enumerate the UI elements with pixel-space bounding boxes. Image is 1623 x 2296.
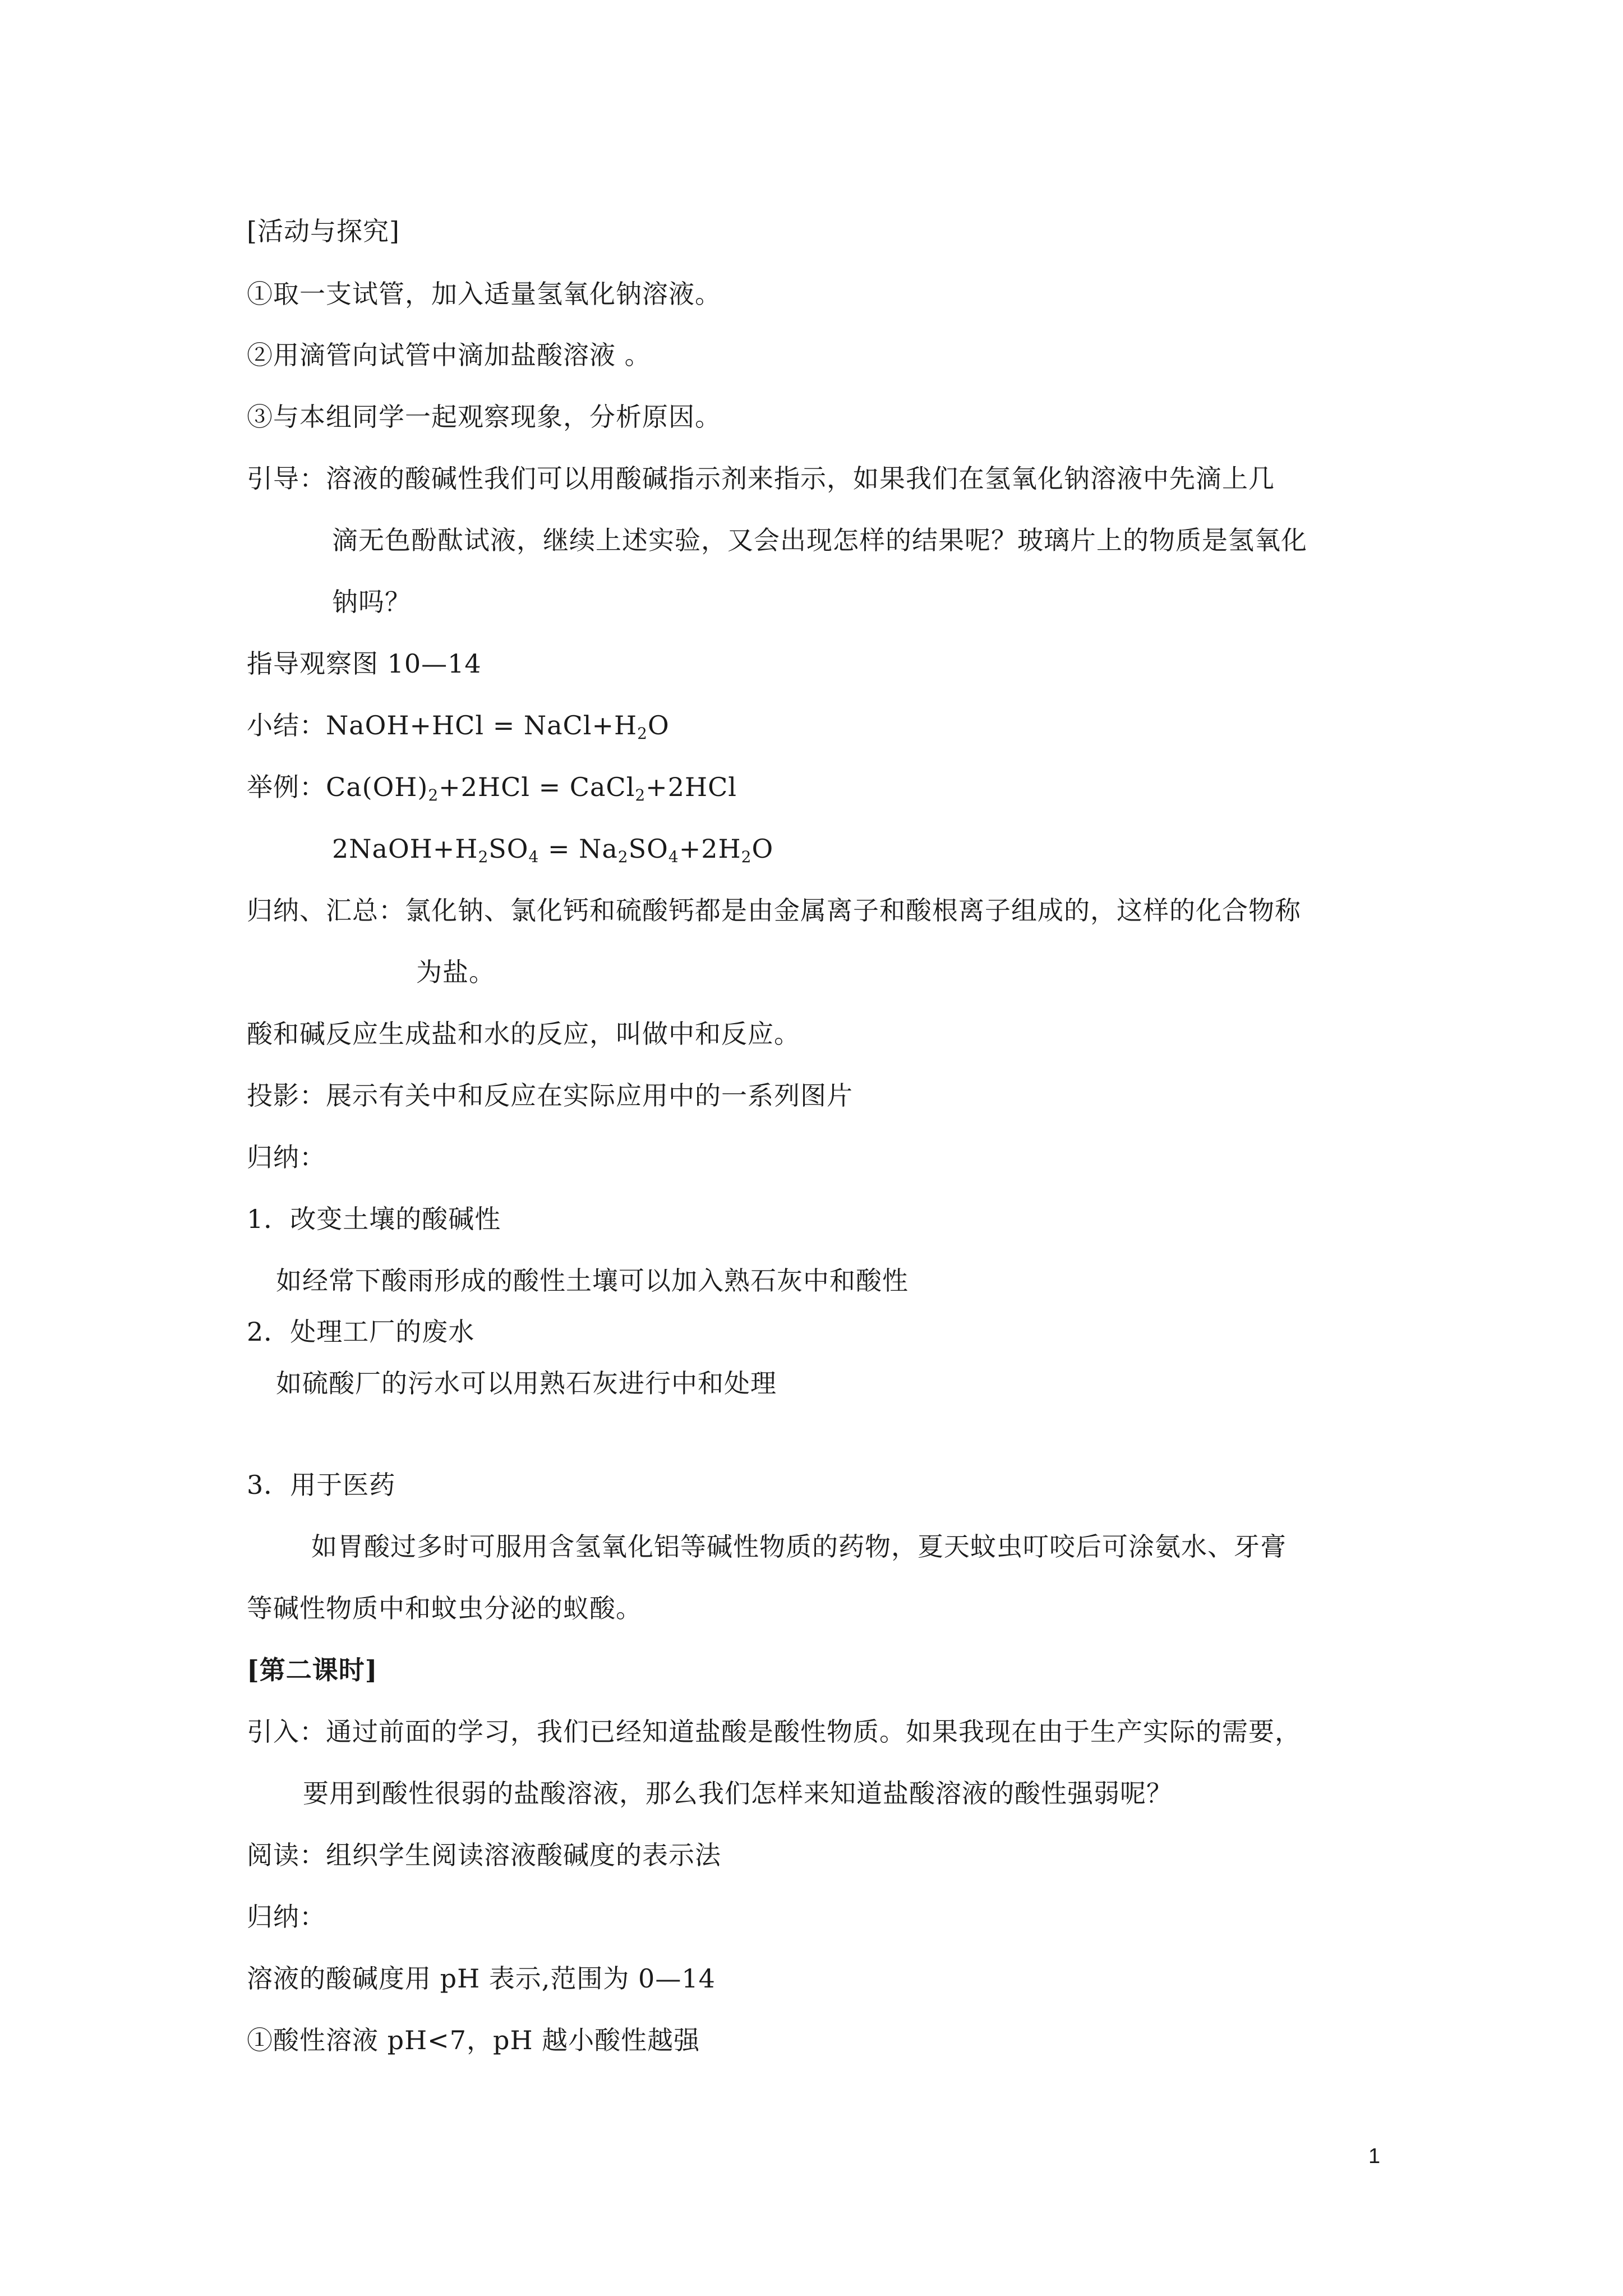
example2-eq-part: O bbox=[751, 834, 774, 864]
summary-eq-part: NaOH+HCl = NaCl+H bbox=[326, 710, 638, 740]
step-1-text: ①取一支试管，加入适量氢氧化钠溶液。 bbox=[247, 279, 721, 309]
example-label: 举例： bbox=[247, 772, 326, 802]
observe-figure-text: 指导观察图 10—14 bbox=[247, 648, 482, 679]
neutralization-definition: 酸和碱反应生成盐和水的反应，叫做中和反应。 bbox=[247, 1019, 800, 1049]
example2-eq-sub: 2 bbox=[617, 848, 629, 866]
example1-eq-part: +2HCl = CaCl bbox=[439, 772, 635, 802]
guide-paragraph-line-3: 钠吗？ bbox=[332, 587, 411, 617]
second-lesson-heading: [第二课时] bbox=[247, 1655, 378, 1685]
introduction-paragraph-line-1: 引入：通过前面的学习，我们已经知道盐酸是酸性物质。如果我现在由于生产实际的需要， bbox=[247, 1717, 1301, 1747]
example1-eq-part: Ca(OH) bbox=[326, 772, 428, 802]
application-1-title: 1．改变土壤的酸碱性 bbox=[247, 1204, 501, 1234]
example1-eq-part: +2HCl bbox=[645, 772, 737, 802]
example2-eq-sub: 2 bbox=[741, 848, 752, 866]
example2-eq-sub: 2 bbox=[478, 848, 489, 866]
conclusion-paragraph-line-1: 归纳、汇总：氯化钠、氯化钙和硫酸钙都是由金属离子和酸根离子组成的，这样的化合物称 bbox=[247, 895, 1301, 926]
example2-eq-part: 2NaOH+H bbox=[332, 834, 478, 864]
example2-eq-sub: 4 bbox=[528, 848, 540, 866]
application-3-detail-line-2: 等碱性物质中和蚊虫分泌的蚁酸。 bbox=[247, 1593, 642, 1623]
example-equation-2 bbox=[332, 832, 773, 866]
step-2-text: ②用滴管向试管中滴加盐酸溶液 。 bbox=[247, 340, 651, 370]
example2-eq-part: SO bbox=[628, 834, 668, 864]
guide-paragraph-line-2: 滴无色酚酞试液，继续上述实验，又会出现怎样的结果呢？玻璃片上的物质是氢氧化 bbox=[332, 525, 1307, 555]
projection-text: 投影：展示有关中和反应在实际应用中的一系列图片 bbox=[247, 1080, 853, 1111]
example2-eq-part: = Na bbox=[539, 834, 618, 864]
example-equation-1 bbox=[247, 770, 737, 804]
summary-heading-2: 归纳： bbox=[247, 1902, 326, 1932]
summary-eq-sub: 2 bbox=[637, 724, 648, 743]
example1-eq-sub: 2 bbox=[428, 786, 439, 804]
acidic-solution-text: ①酸性溶液 pH<7，pH 越小酸性越强 bbox=[247, 2025, 700, 2055]
example2-eq-part: SO bbox=[488, 834, 529, 864]
example2-eq-part: +2H bbox=[679, 834, 741, 864]
activity-heading: [活动与探究] bbox=[247, 216, 400, 246]
guide-paragraph-line-1: 引导：溶液的酸碱性我们可以用酸碱指示剂来指示，如果我们在氢氧化钠溶液中先滴上几 bbox=[247, 463, 1275, 494]
summary-heading: 归纳： bbox=[247, 1142, 326, 1172]
summary-label: 小结： bbox=[247, 710, 326, 740]
page-number: 1 bbox=[1368, 2145, 1381, 2168]
summary-eq-part: O bbox=[647, 710, 670, 740]
ph-range-text: 溶液的酸碱度用 pH 表示,范围为 0—14 bbox=[247, 1963, 716, 1994]
application-3-title: 3．用于医药 bbox=[247, 1470, 396, 1500]
step-3-text: ③与本组同学一起观察现象，分析原因。 bbox=[247, 402, 721, 432]
example2-eq-sub: 4 bbox=[668, 848, 679, 866]
application-2-detail: 如硫酸厂的污水可以用熟石灰进行中和处理 bbox=[276, 1368, 777, 1398]
application-3-detail-line-1: 如胃酸过多时可服用含氢氧化铝等碱性物质的药物，夏天蚊虫叮咬后可涂氨水、牙膏 bbox=[311, 1531, 1287, 1562]
application-2-title: 2．处理工厂的废水 bbox=[247, 1317, 475, 1347]
reading-text: 阅读：组织学生阅读溶液酸碱度的表示法 bbox=[247, 1840, 721, 1870]
introduction-paragraph-line-2: 要用到酸性很弱的盐酸溶液，那么我们怎样来知道盐酸溶液的酸性强弱呢？ bbox=[303, 1778, 1173, 1809]
example1-eq-sub: 2 bbox=[635, 786, 646, 804]
application-1-detail: 如经常下酸雨形成的酸性土壤可以加入熟石灰中和酸性 bbox=[276, 1266, 909, 1296]
summary-equation bbox=[247, 708, 670, 742]
conclusion-paragraph-line-2: 为盐。 bbox=[416, 957, 495, 987]
